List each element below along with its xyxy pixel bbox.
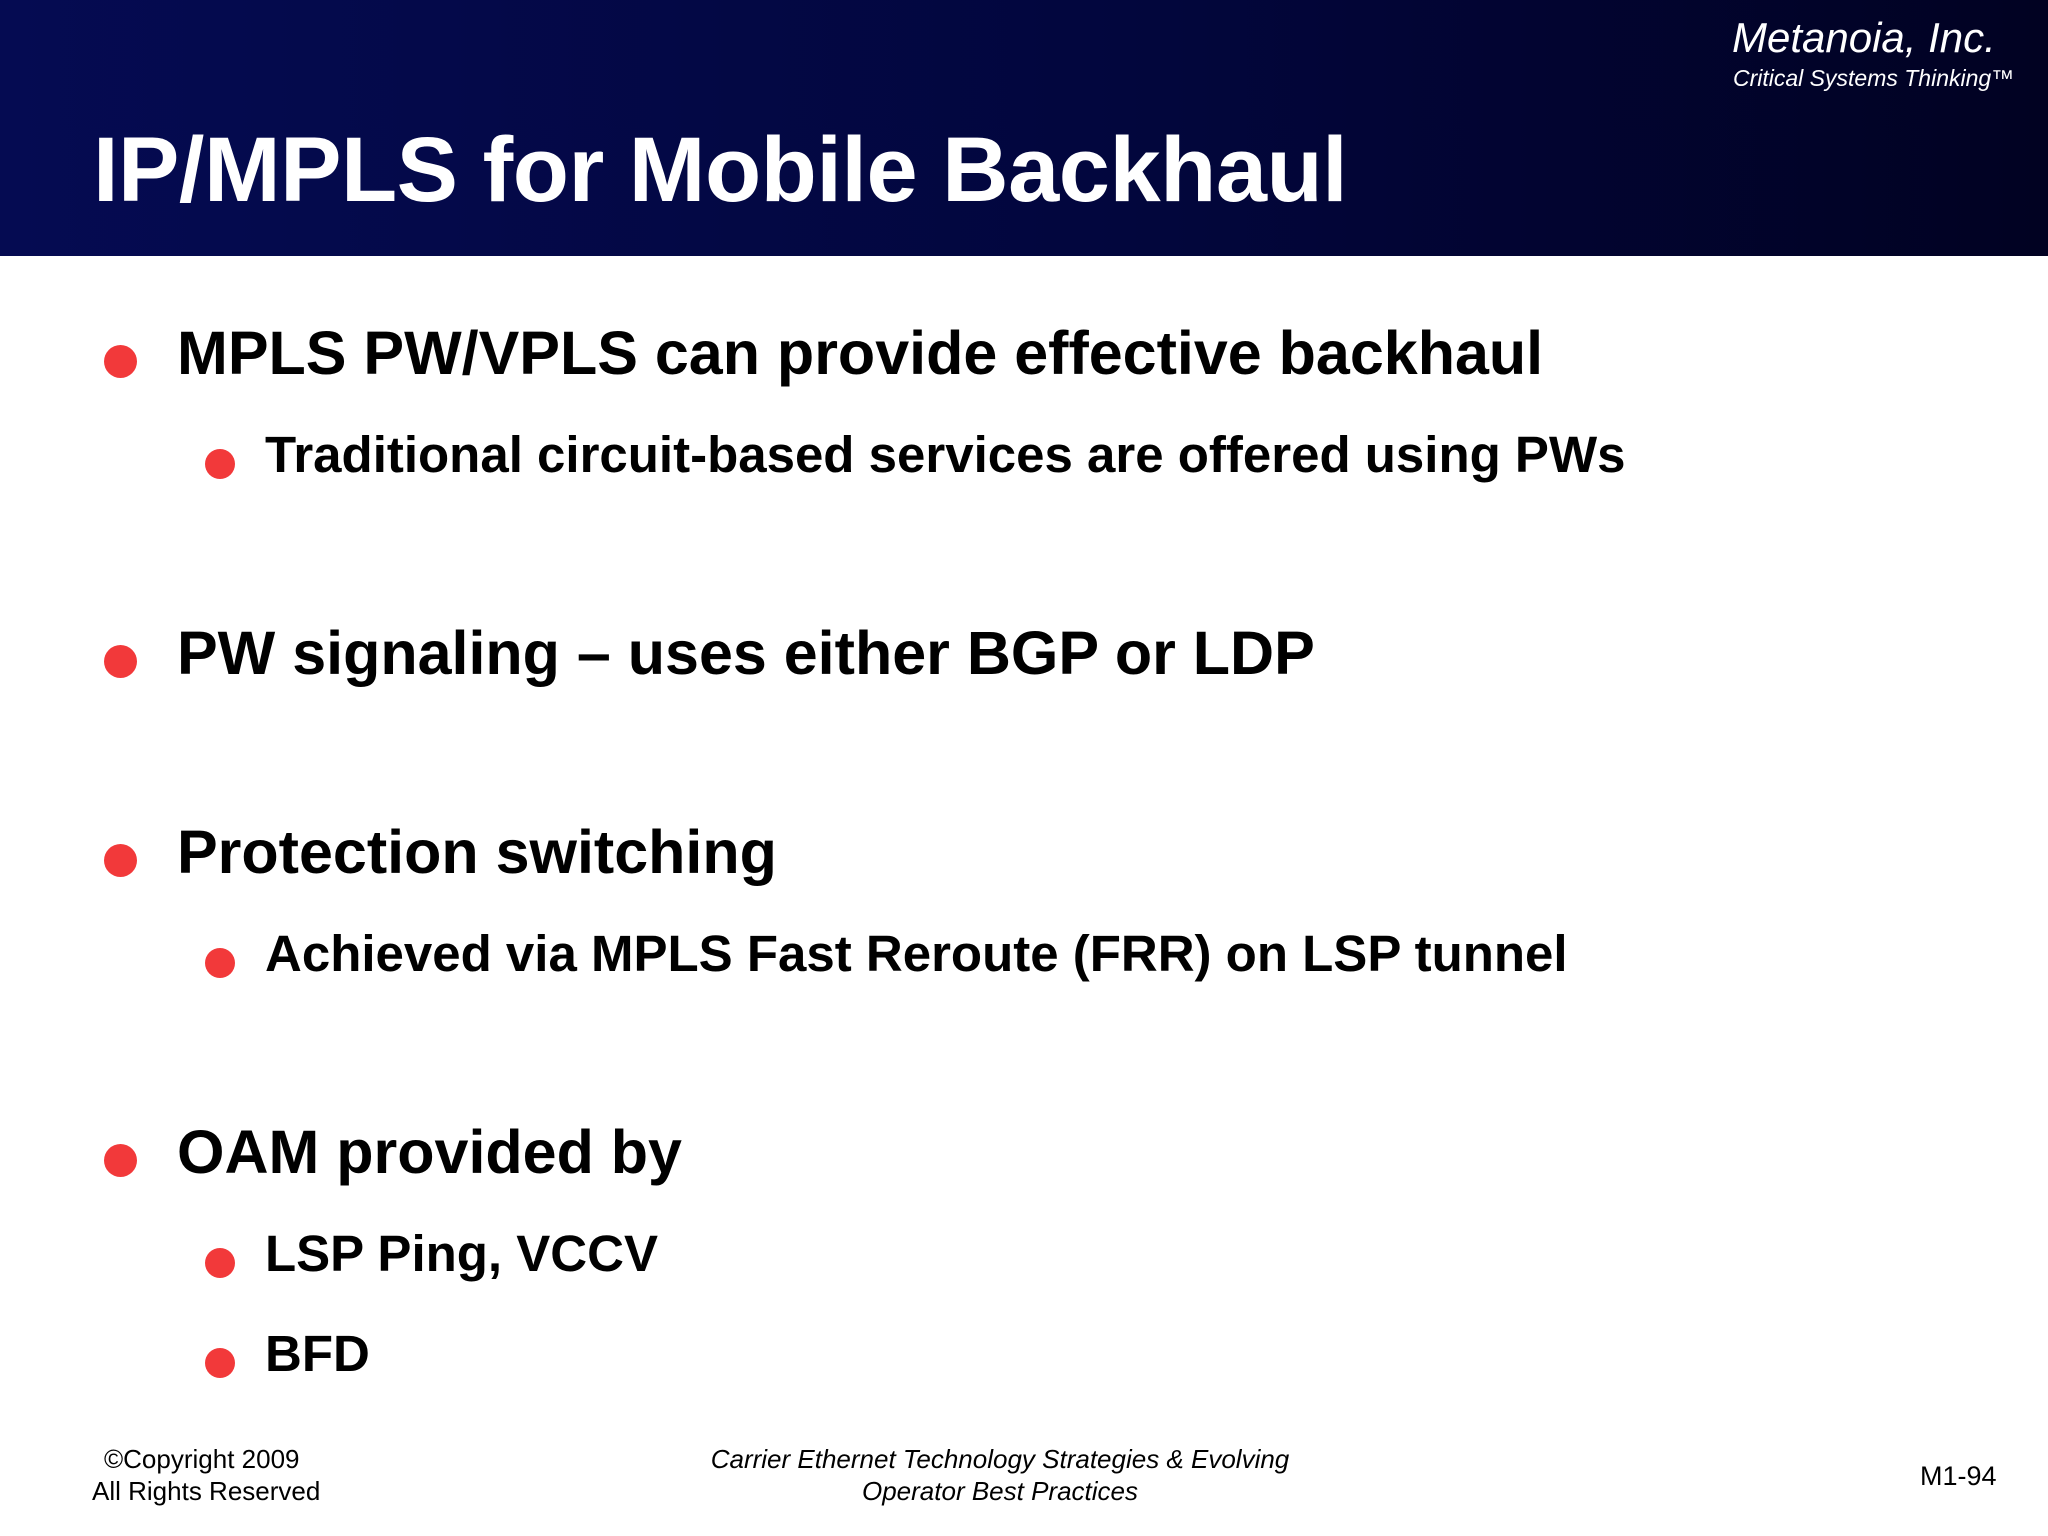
slide-header xyxy=(0,0,2048,256)
sub-bullet-text: LSP Ping, VCCV xyxy=(265,1225,658,1282)
sub-bullet-dot-icon xyxy=(205,449,235,479)
course-title-line-2: Operator Best Practices xyxy=(862,1476,1138,1506)
slide-title: IP/MPLS for Mobile Backhaul xyxy=(93,119,1348,221)
bullet-text: MPLS PW/VPLS can provide effective backhaul xyxy=(177,319,1544,387)
bullet-dot-icon xyxy=(104,1144,137,1177)
bullet-dot-icon xyxy=(104,645,137,678)
bullet-dot-icon xyxy=(104,345,137,378)
sub-bullet-text: Traditional circuit-based services are offered using PWs xyxy=(265,426,1626,483)
sub-bullet-dot-icon xyxy=(205,1348,235,1378)
sub-bullet-text: BFD xyxy=(265,1325,370,1382)
bullet-text: Protection switching xyxy=(177,818,777,886)
course-title-line-1: Carrier Ethernet Technology Strategies & Evolving xyxy=(710,1444,1290,1474)
company-tagline: Critical Systems Thinking™ xyxy=(1733,65,2015,91)
copyright-text: ©Copyright 2009 xyxy=(104,1444,300,1474)
bullet-text: PW signaling – uses either BGP or LDP xyxy=(177,619,1315,687)
bullet-dot-icon xyxy=(104,844,137,877)
slide-number: M1-94 xyxy=(1920,1461,1997,1491)
sub-bullet-dot-icon xyxy=(205,1248,235,1278)
sub-bullet-text: Achieved via MPLS Fast Reroute (FRR) on LSP tunnel xyxy=(265,925,1568,982)
sub-bullet-dot-icon xyxy=(205,948,235,978)
company-name: Metanoia, Inc. xyxy=(1732,14,1996,61)
bullet-text: OAM provided by xyxy=(177,1118,682,1186)
course-title xyxy=(0,1443,2000,1507)
rights-text: All Rights Reserved xyxy=(92,1476,321,1506)
